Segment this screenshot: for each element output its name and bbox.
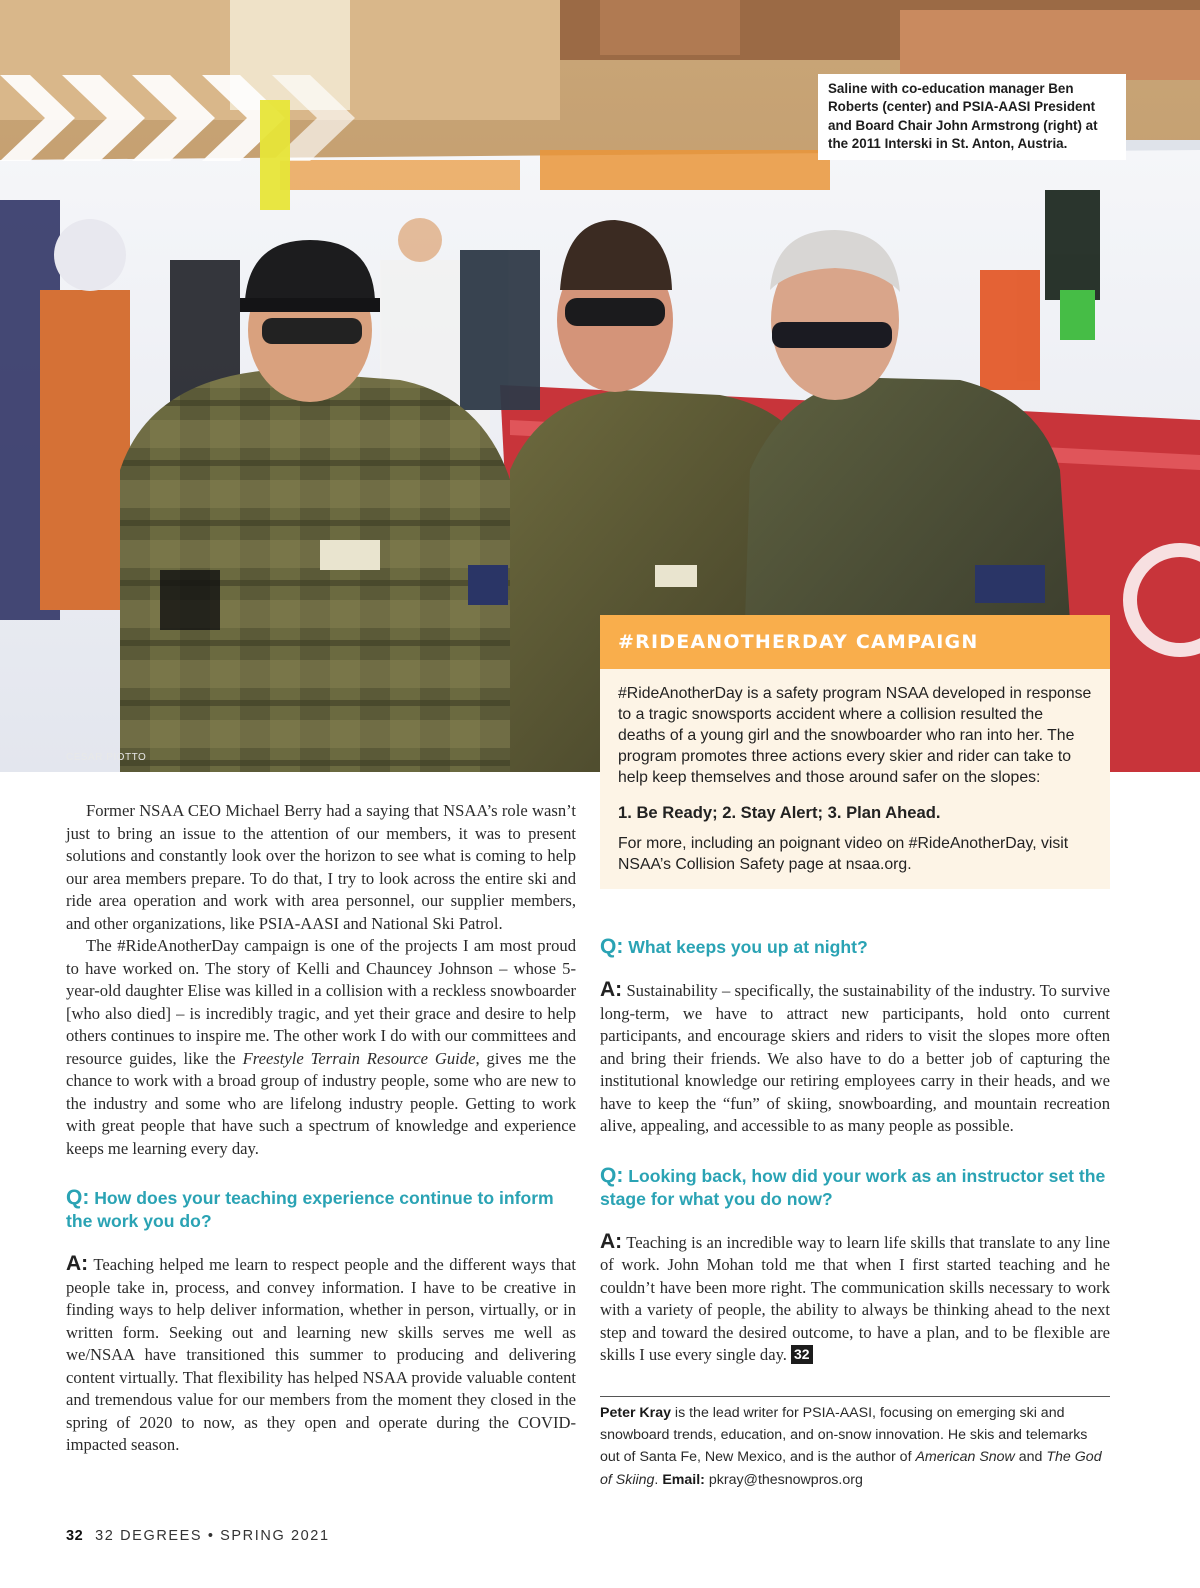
photo-credit: CESAR PIOTTO bbox=[66, 752, 147, 763]
question-mark: Q: bbox=[66, 1186, 90, 1209]
sidebar-steps: 1. Be Ready; 2. Stay Alert; 3. Plan Ahead. bbox=[618, 803, 941, 822]
question-mark: Q: bbox=[600, 1163, 624, 1187]
guide-title: Freestyle Terrain Resource Guide bbox=[242, 1048, 476, 1068]
paragraph-text: , gives me the chance to work with a broad group of industry people, some who are new to the industry and some who are lifelong industry people. Getting to work with great people that have such a spectrum of knowledge and experience keeps me learning every day. bbox=[66, 1048, 576, 1158]
question-text: What keeps you up at night? bbox=[628, 937, 868, 957]
page-number: 32 bbox=[66, 1528, 84, 1544]
question-text: How does your teaching experience continue to inform the work you do? bbox=[66, 1188, 554, 1231]
email-address: pkray@thesnowpros.org bbox=[708, 1471, 863, 1488]
bio-text: and bbox=[1014, 1449, 1047, 1466]
sidebar-body bbox=[600, 669, 1110, 889]
author-name: Peter Kray bbox=[600, 1405, 671, 1421]
answer-text: Sustainability – specifically, the sustainability of the industry. To survive long-term, we have to attract new participants, hold onto current participants, and encourage skiers and riders to visit the slopes more often and bring their friends. We also have to do a better job of capturing the institutional knowledge our retiring employees carry in their heads, and we have to keep the “fun” of skiing, snowboarding, and mountain recreation alive, appealing, and accessible to as many people as possible. bbox=[600, 981, 1110, 1135]
bio-text: is the lead writer for PSIA-AASI, focusing on emerging ski and snowboard trends, education, and on-snow innovation. He skis and telemarks out of Santa Fe, New Mexico, and is the author of bbox=[600, 1405, 1088, 1466]
question-mark: Q: bbox=[600, 935, 624, 958]
bio-divider bbox=[600, 1396, 1110, 1397]
bio-text: . bbox=[654, 1471, 659, 1488]
email-label: Email: bbox=[662, 1471, 705, 1488]
end-mark-badge: 32 bbox=[791, 1345, 813, 1364]
answer-mark: A: bbox=[66, 1252, 89, 1275]
page-footer bbox=[66, 1528, 330, 1544]
question-heading bbox=[600, 1164, 1110, 1211]
author-bio bbox=[600, 1402, 1110, 1491]
body-paragraph bbox=[66, 935, 576, 1160]
answer-mark: A: bbox=[600, 978, 623, 1001]
question-text: Looking back, how did your work as an instructor set the stage for what you do now? bbox=[600, 1165, 1106, 1209]
answer-paragraph bbox=[600, 979, 1110, 1138]
paragraph-text: The #RideAnotherDay campaign is one of the projects I am most proud to have worked on. The story of Kelli and Chauncey Johnson – whose 5-year-old daughter Elise was killed in a collision with a reckless snowboarder [who also died] – is incredibly tragic, and yet their grace and desire to help others continues to inspire me. The other work I do with our committees and resource guides, like the bbox=[66, 936, 576, 1068]
answer-text: Teaching helped me learn to respect people and the different ways that people take in, process, and convey information. I have to be creative in finding ways to help deliver information, whether in person, virtually, or in written form. Seeking out and learning new skills serves me well as we/NSAA have transitioned this summer to producing and delivering content virtually. That flexibility has helped NSAA provide valuable content and tremendous value for our members from the moment they closed in the spring of 2020 to now, as they open and operate during the COVID-impacted season. bbox=[66, 1255, 576, 1454]
sidebar-title: #RIDEANOTHERDAY CAMPAIGN bbox=[600, 615, 1110, 669]
body-paragraph: Former NSAA CEO Michael Berry had a saying that NSAA’s role wasn’t just to bring an issue to the attention of our members, it was to present solutions and constantly look over the horizon to see what is coming to help our area members prepare. To do that, I try to look across the entire ski and ride area operation and work with area personnel, our supplier members, and other organizations, like PSIA-AASI and National Ski Patrol. bbox=[66, 801, 576, 933]
sidebar-intro: #RideAnotherDay is a safety program NSAA developed in response to a tragic snowsports accident where a collision resulted the deaths of a young girl and the snowboarder who ran into her. The program promotes three actions every skier and rider can take to help keep themselves and those around safer on the slopes: bbox=[618, 685, 1092, 786]
campaign-sidebar bbox=[600, 615, 1110, 889]
answer-text: Teaching is an incredible way to learn life skills that translate to any line of work. John Mohan told me that when I first started teaching and he couldn’t have been more right. The communication skills necessary to work with a variety of people, the ability to always be thinking ahead to the next step and toward the desired outcome, to have a plan, and to be flexible are skills I use every single day. bbox=[600, 1232, 1110, 1364]
sidebar-more: For more, including an poignant video on #RideAnotherDay, visit NSAA’s Collision Safety page at nsaa.org. bbox=[618, 835, 1069, 873]
question-heading bbox=[66, 1186, 576, 1233]
book-title: The God of Skiing bbox=[600, 1449, 1102, 1488]
photo-caption: Saline with co-education manager Ben Roberts (center) and PSIA-AASI President and Board Chair John Armstrong (right) at the 2011 Interski in St. Anton, Austria. bbox=[818, 74, 1126, 160]
left-column bbox=[66, 800, 576, 1457]
publication-name: 32 DEGREES • SPRING 2021 bbox=[95, 1528, 330, 1544]
right-column bbox=[600, 935, 1110, 1367]
answer-paragraph bbox=[600, 1231, 1110, 1367]
answer-paragraph bbox=[66, 1253, 576, 1457]
book-title: American Snow bbox=[915, 1449, 1015, 1466]
question-heading bbox=[600, 935, 1110, 959]
answer-mark: A: bbox=[600, 1229, 623, 1253]
